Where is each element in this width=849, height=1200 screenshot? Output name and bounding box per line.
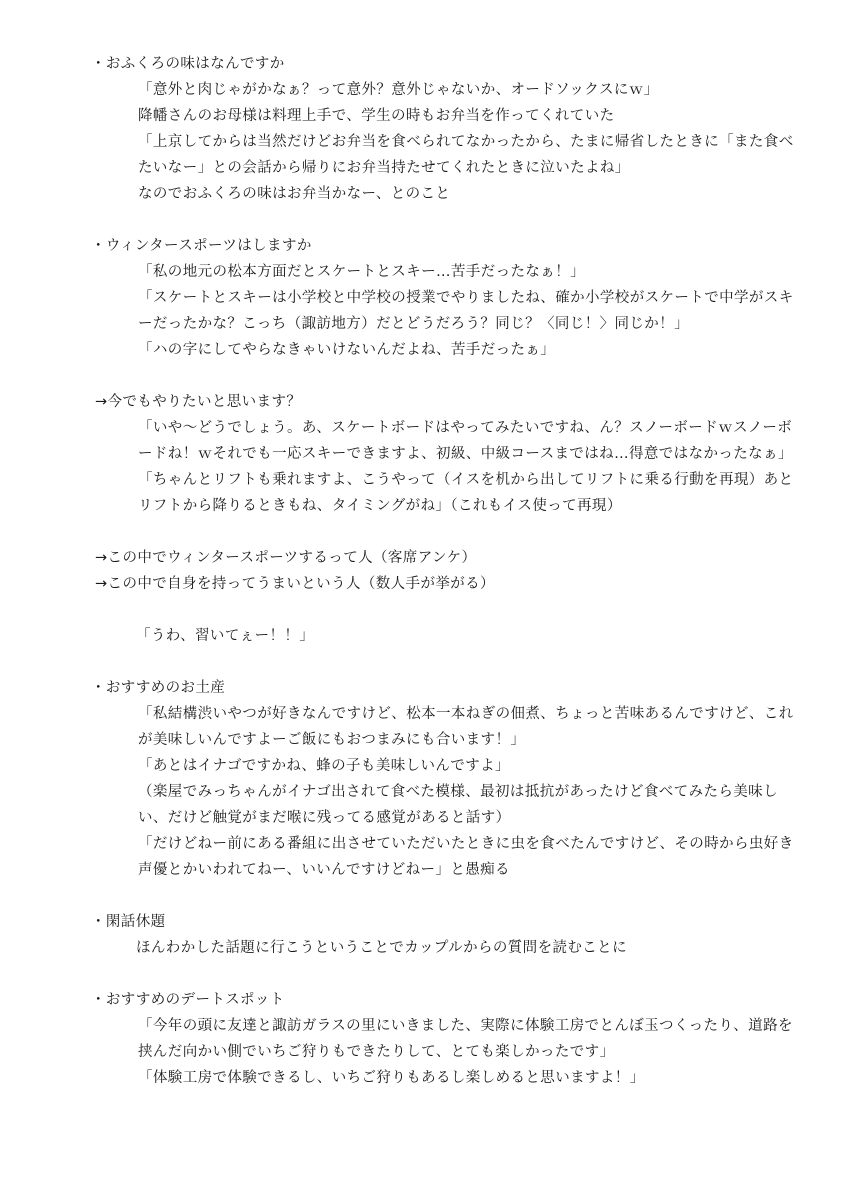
text-line: 「上京してからは当然だけどお弁当を食べられてなかったから、たまに帰省したときに「また食べ [138,134,794,150]
text-line: い、だけど触覚がまだ喉に残ってる感覚があると話す） [138,810,511,826]
text-line: 「私の地元の松本方面だとスケートとスキー…苦手だったなぁ！」 [138,264,585,280]
section-heading: ・おふくろの味はなんですか [91,56,285,72]
text-line: 「いや〜どうでしょう。あ、スケートボードはやってみたいですね、ん？スノーボードｗスノーボ [138,420,793,436]
text-line: 「私結構渋いやつが好きなんですけど、松本一本ねぎの佃煮、ちょっと苦味あるんですけど、これ [138,706,794,722]
text-line: 「意外と肉じゃがかなぁ？って意外？意外じゃないか、オードソックスにｗ」 [138,82,659,98]
text-line: 降幡さんのお母様は料理上手で、学生の時もお弁当を作ってくれていた [138,108,615,124]
text-line: 「ハの字にしてやらなきゃいけないんだよね、苦手だったぁ」 [138,342,556,358]
text-line: 「体験工房で体験できるし、いちご狩りもあるし楽しめると思いますよ！」 [138,1070,645,1086]
section-heading: →この中で自身を持ってうまいという人（数人手が挙がる） [95,576,495,592]
text-line: ほんわかした話題に行こうということでカップルからの質問を読むことに [136,940,627,956]
text-line: 「あとはイナゴですかね、蜂の子も美味しいんですよ」 [138,758,510,774]
text-line: が美味しいんですよーご飯にもおつまみにも合います！」 [138,732,526,748]
section-heading: ・ウィンタースポーツはしますか [91,238,312,254]
text-line: なのでおふくろの味はお弁当かなー、とのこと [138,186,451,202]
text-line: たいなー」との会話から帰りにお弁当持たせてくれたときに泣いたよね」 [138,160,630,176]
text-line: リフトから降りるときもね、タイミングがね」（これもイス使って再現） [138,498,622,514]
section-heading: →今でもやりたいと思います？ [95,394,302,410]
section-heading: ・おすすめのお土産 [91,680,226,696]
text-line: 「うわ、習いてぇー！！」 [136,628,315,644]
text-line: 挟んだ向かい側でいちご狩りもできたりして、とても楽しかったです」 [138,1044,615,1060]
text-line: （楽屋でみっちゃんがイナゴ出されて食べた模様、最初は抵抗があったけど食べてみたら美味し [138,784,778,800]
text-line: 「スケートとスキーは小学校と中学校の授業でやりましたね、確か小学校がスケートで中学がスキ [138,290,794,306]
section-heading: →この中でウィンタースポーツするって人（客席アンケ） [95,550,477,566]
text-line: 声優とかいわれてねー、いいんですけどねー」と愚痴る [138,862,510,878]
text-line: 「だけどねー前にある番組に出させていただいたときに虫を食べたんですけど、その時から虫好き [138,836,794,852]
text-line: ーだったかな？こっち（諏訪地方）だとどうだろう？同じ？〈同じ！〉同じか！」 [138,316,690,332]
text-line: 「ちゃんとリフトも乗れますよ、こうやって（イスを机から出してリフトに乗る行動を再現）あと [138,472,794,488]
section-heading: ・おすすめのデートスポット [91,992,285,1008]
text-line: ードね！ｗそれでも一応スキーできますよ、初級、中級コースまではね…得意ではなかったなぁ」 [138,446,793,462]
section-heading: ・閑話休題 [91,914,166,930]
text-line: 「今年の頭に友達と諏訪ガラスの里にいきました、実際に体験工房でとんぼ玉つくったり、道路を [138,1018,793,1034]
